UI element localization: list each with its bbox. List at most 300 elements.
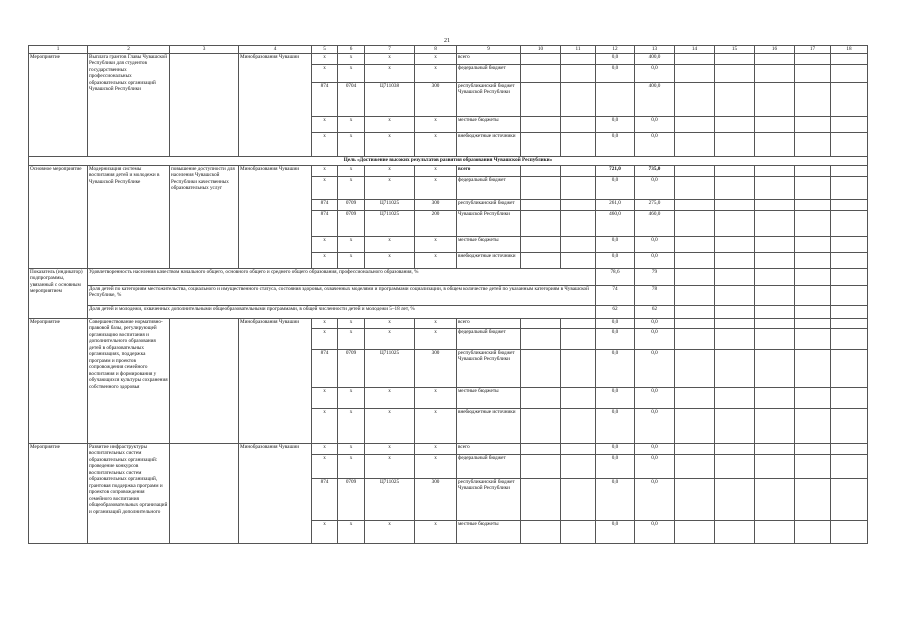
empty-cell (561, 165, 596, 176)
empty-cell (521, 318, 561, 328)
empty-cell (755, 116, 795, 132)
empty-cell (675, 387, 715, 408)
section-code: х (338, 328, 365, 349)
indicator-value-col13: 78 (635, 285, 675, 305)
funding-source: республиканский бюджет (457, 199, 521, 210)
target-code: х (365, 443, 415, 454)
indicator-value-col12: 62 (596, 305, 635, 318)
empty-cell (755, 387, 795, 408)
section-code: х (338, 64, 365, 82)
grbs-code: 874 (312, 199, 338, 210)
empty-cell (561, 199, 596, 210)
empty-cell (755, 165, 795, 176)
empty-cell (715, 349, 755, 387)
empty-cell (561, 349, 596, 387)
empty-cell (831, 328, 868, 349)
value-col12: 0,0 (596, 454, 635, 478)
empty-cell (521, 132, 561, 156)
empty-cell (675, 268, 715, 285)
expense-type-code: х (415, 520, 457, 543)
empty-cell (831, 116, 868, 132)
target-code: Ц711025 (365, 478, 415, 520)
empty-cell (755, 53, 795, 64)
value-col13: 400,0 (635, 53, 675, 64)
target-code: х (365, 64, 415, 82)
expense-type-code: 300 (415, 199, 457, 210)
value-col12: 0,0 (596, 387, 635, 408)
target-code: х (365, 252, 415, 268)
goal-title: Цель «Достижение высоких результатов развития образования Чувашской Республики» (29, 156, 868, 165)
funding-source: республиканский бюджет Чувашской Республики (457, 82, 521, 116)
empty-cell (521, 478, 561, 520)
empty-cell (715, 520, 755, 543)
col-number: 4 (239, 46, 312, 54)
empty-cell (831, 176, 868, 199)
empty-cell (795, 520, 831, 543)
funding-source: всего (457, 318, 521, 328)
indicator-value-col13: 62 (635, 305, 675, 318)
section-code: 0709 (338, 210, 365, 236)
value-col12: 0,0 (596, 116, 635, 132)
executor: Минобразования Чувашии (239, 53, 312, 156)
indicator-value-col12: 74 (596, 285, 635, 305)
empty-cell (831, 520, 868, 543)
empty-cell (831, 349, 868, 387)
empty-cell (831, 387, 868, 408)
col-number: 7 (365, 46, 415, 54)
value-col12: 0,0 (596, 443, 635, 454)
col-number: 5 (312, 46, 338, 54)
empty-cell (715, 285, 755, 305)
funding-source: федеральный бюджет (457, 328, 521, 349)
empty-cell (561, 387, 596, 408)
value-col13: 0,0 (635, 176, 675, 199)
funding-source: федеральный бюджет (457, 454, 521, 478)
empty-cell (715, 199, 755, 210)
funding-source: всего (457, 53, 521, 64)
empty-cell (795, 210, 831, 236)
target-code: х (365, 454, 415, 478)
target-code: х (365, 165, 415, 176)
col-number: 13 (635, 46, 675, 54)
empty-cell (715, 318, 755, 328)
expense-type-code: 300 (415, 349, 457, 387)
funding-source: местные бюджеты (457, 116, 521, 132)
empty-cell (521, 53, 561, 64)
empty-cell (521, 199, 561, 210)
empty-cell (831, 236, 868, 252)
empty-cell (715, 165, 755, 176)
expense-type-code: 300 (415, 82, 457, 116)
empty-cell (795, 116, 831, 132)
empty-cell (561, 252, 596, 268)
grbs-code: х (312, 176, 338, 199)
empty-cell (561, 520, 596, 543)
empty-cell (831, 305, 868, 318)
empty-cell (831, 318, 868, 328)
grbs-code: х (312, 252, 338, 268)
value-col13: 735,0 (635, 165, 675, 176)
value-col13: 0,0 (635, 252, 675, 268)
grbs-code: х (312, 408, 338, 443)
empty-cell (675, 64, 715, 82)
expense-type-code: х (415, 318, 457, 328)
expected-result: повышение доступности для населения Чувашской Республики качественных образовательных услуг (170, 165, 239, 268)
value-col12: 0,0 (596, 408, 635, 443)
grbs-code: х (312, 116, 338, 132)
empty-cell (795, 252, 831, 268)
expense-type-code: 200 (415, 210, 457, 236)
section-code: 0709 (338, 349, 365, 387)
goal-row (29, 156, 868, 165)
expense-type-code: х (415, 165, 457, 176)
funding-source: всего (457, 165, 521, 176)
empty-cell (521, 328, 561, 349)
funding-source: федеральный бюджет (457, 176, 521, 199)
table-row (29, 53, 868, 64)
value-col13: 0,0 (635, 318, 675, 328)
section-code: х (338, 443, 365, 454)
empty-cell (521, 165, 561, 176)
empty-cell (521, 116, 561, 132)
indicator-label: Показатель (индикатор) подпрограммы, увязанный с основным мероприятием (29, 268, 88, 318)
grbs-code: х (312, 328, 338, 349)
event-type: Мероприятие (29, 443, 88, 543)
section-code: х (338, 387, 365, 408)
empty-cell (675, 165, 715, 176)
empty-cell (795, 268, 831, 285)
empty-cell (715, 236, 755, 252)
empty-cell (675, 236, 715, 252)
value-col13: 0,0 (635, 116, 675, 132)
empty-cell (521, 82, 561, 116)
empty-cell (675, 443, 715, 454)
target-code: х (365, 328, 415, 349)
funding-source: Чувашской Республики (457, 210, 521, 236)
col-number: 17 (795, 46, 831, 54)
empty-cell (755, 252, 795, 268)
empty-cell (795, 349, 831, 387)
col-number: 10 (521, 46, 561, 54)
expense-type-code: х (415, 176, 457, 199)
value-col13: 275,0 (635, 199, 675, 210)
expense-type-code: х (415, 443, 457, 454)
empty-cell (715, 82, 755, 116)
target-code: х (365, 236, 415, 252)
value-col12 (596, 82, 635, 116)
indicator-text: Доля детей и молодежи, охваченных дополнительными общеобразовательными программами, в общей численности детей и молодежи 5–18 лет, % (88, 305, 596, 318)
empty-cell (831, 165, 868, 176)
empty-cell (715, 454, 755, 478)
empty-cell (561, 132, 596, 156)
value-col12: 0,0 (596, 252, 635, 268)
empty-cell (795, 64, 831, 82)
indicator-text: Доля детей по категориям местожительства, социального и имущественного статуса, состояния здоровья, охваченных моделями и программами социализации, в общем количестве детей по указанным категориям в Чувашской Республике, % (88, 285, 596, 305)
empty-cell (795, 305, 831, 318)
funding-source: местные бюджеты (457, 520, 521, 543)
value-col13: 0,0 (635, 328, 675, 349)
empty-cell (561, 443, 596, 454)
empty-cell (831, 132, 868, 156)
empty-cell (715, 252, 755, 268)
col-number: 14 (675, 46, 715, 54)
value-col12: 0,0 (596, 236, 635, 252)
section-code: 0709 (338, 478, 365, 520)
empty-cell (561, 64, 596, 82)
indicator-row (29, 268, 868, 285)
empty-cell (675, 53, 715, 64)
value-col13: 0,0 (635, 132, 675, 156)
indicator-text: Удовлетворенность населения качеством начального общего, основного общего и среднего общего образования, профессионального образования, % (88, 268, 596, 285)
empty-cell (831, 252, 868, 268)
empty-cell (521, 236, 561, 252)
empty-cell (795, 328, 831, 349)
empty-cell (675, 132, 715, 156)
funding-source: местные бюджеты (457, 387, 521, 408)
empty-cell (795, 176, 831, 199)
empty-cell (795, 443, 831, 454)
empty-cell (715, 478, 755, 520)
empty-cell (561, 318, 596, 328)
empty-cell (715, 176, 755, 199)
event-name: Совершенствование нормативно-правовой базы, регулирующей организацию воспитания и дополнительного образования детей в образовательных организациях, поддержка программ и проектов сопровождения семейного воспитания и формирования у обучающихся культуры сохранения собственного здоровья (88, 318, 170, 443)
section-code: х (338, 53, 365, 64)
empty-cell (755, 176, 795, 199)
value-col13: 0,0 (635, 349, 675, 387)
executor: Минобразования Чувашии (239, 443, 312, 543)
value-col12: 0,0 (596, 328, 635, 349)
empty-cell (521, 64, 561, 82)
empty-cell (561, 236, 596, 252)
value-col13: 400,0 (635, 82, 675, 116)
empty-cell (521, 349, 561, 387)
col-number: 2 (88, 46, 170, 54)
section-code: х (338, 520, 365, 543)
col-number: 16 (755, 46, 795, 54)
value-col12: 460,0 (596, 210, 635, 236)
empty-cell (675, 328, 715, 349)
value-col13: 460,0 (635, 210, 675, 236)
empty-cell (521, 520, 561, 543)
empty-cell (521, 210, 561, 236)
empty-cell (795, 285, 831, 305)
grbs-code: 874 (312, 210, 338, 236)
empty-cell (675, 116, 715, 132)
funding-source: всего (457, 443, 521, 454)
section-code: 0709 (338, 199, 365, 210)
section-code: х (338, 236, 365, 252)
empty-cell (715, 387, 755, 408)
expense-type-code: х (415, 387, 457, 408)
empty-cell (831, 64, 868, 82)
empty-cell (561, 53, 596, 64)
target-code: х (365, 387, 415, 408)
empty-cell (755, 82, 795, 116)
empty-cell (675, 82, 715, 116)
empty-cell (755, 268, 795, 285)
empty-cell (675, 305, 715, 318)
funding-source: республиканский бюджет Чувашской Республики (457, 349, 521, 387)
empty-cell (521, 454, 561, 478)
empty-cell (795, 165, 831, 176)
empty-cell (831, 454, 868, 478)
grbs-code: х (312, 165, 338, 176)
event-name: Развитие инфраструктуры воспитательных систем образовательных организаций: проведение конкурсов воспитательных систем образовательных организаций, грантовая поддержка программ и проектов сопровождения семейного воспитания общеобразовательных организаций и организаций дополнительного (88, 443, 170, 543)
budget-table (28, 45, 868, 544)
section-code: х (338, 116, 365, 132)
expense-type-code: х (415, 64, 457, 82)
empty-cell (795, 408, 831, 443)
grbs-code: х (312, 520, 338, 543)
table-row (29, 318, 868, 328)
empty-cell (831, 408, 868, 443)
empty-cell (675, 454, 715, 478)
expense-type-code: 300 (415, 478, 457, 520)
empty-cell (795, 387, 831, 408)
empty-cell (675, 176, 715, 199)
empty-cell (521, 408, 561, 443)
value-col12: 0,0 (596, 176, 635, 199)
empty-cell (755, 318, 795, 328)
section-code: 0704 (338, 82, 365, 116)
empty-cell (795, 236, 831, 252)
value-col13: 0,0 (635, 387, 675, 408)
funding-source: местные бюджеты (457, 236, 521, 252)
value-col12: 0,0 (596, 53, 635, 64)
empty-cell (675, 285, 715, 305)
empty-cell (675, 199, 715, 210)
empty-cell (715, 53, 755, 64)
empty-cell (795, 454, 831, 478)
expense-type-code: х (415, 454, 457, 478)
page-number: 21 (444, 38, 450, 44)
empty-cell (755, 478, 795, 520)
empty-cell (675, 408, 715, 443)
empty-cell (755, 64, 795, 82)
empty-cell (561, 210, 596, 236)
empty-cell (755, 132, 795, 156)
empty-cell (755, 328, 795, 349)
target-code: х (365, 408, 415, 443)
value-col12: 0,0 (596, 349, 635, 387)
value-col13: 0,0 (635, 478, 675, 520)
target-code: х (365, 132, 415, 156)
expense-type-code: х (415, 408, 457, 443)
empty-cell (795, 82, 831, 116)
indicator-value-col12: 78,6 (596, 268, 635, 285)
grbs-code: 874 (312, 478, 338, 520)
grbs-code: х (312, 236, 338, 252)
grbs-code: х (312, 454, 338, 478)
empty-cell (675, 318, 715, 328)
empty-cell (561, 176, 596, 199)
table-row (29, 165, 868, 176)
empty-cell (521, 176, 561, 199)
empty-cell (715, 64, 755, 82)
target-code: Ц711025 (365, 210, 415, 236)
empty-cell (755, 408, 795, 443)
target-code: Ц711025 (365, 199, 415, 210)
empty-cell (755, 285, 795, 305)
col-number: 3 (170, 46, 239, 54)
col-number: 11 (561, 46, 596, 54)
empty-cell (675, 210, 715, 236)
grbs-code: х (312, 387, 338, 408)
value-col13: 0,0 (635, 443, 675, 454)
empty-cell (561, 82, 596, 116)
empty-cell (755, 443, 795, 454)
target-code: х (365, 520, 415, 543)
expense-type-code: х (415, 328, 457, 349)
value-col12: 261,0 (596, 199, 635, 210)
target-code: Ц711038 (365, 82, 415, 116)
section-code: х (338, 318, 365, 328)
empty-cell (561, 328, 596, 349)
section-code: х (338, 454, 365, 478)
value-col13: 0,0 (635, 236, 675, 252)
funding-source: внебюджетные источники (457, 408, 521, 443)
value-col12: 721,0 (596, 165, 635, 176)
expected-result (170, 443, 239, 543)
executor: Минобразования Чувашии (239, 165, 312, 268)
col-number: 15 (715, 46, 755, 54)
value-col12: 0,0 (596, 520, 635, 543)
empty-cell (755, 349, 795, 387)
target-code: х (365, 318, 415, 328)
col-number: 18 (831, 46, 868, 54)
empty-cell (755, 454, 795, 478)
funding-source: внебюджетные источники (457, 252, 521, 268)
empty-cell (715, 443, 755, 454)
expected-result (170, 318, 239, 443)
grbs-code: х (312, 64, 338, 82)
value-col12: 0,0 (596, 64, 635, 82)
section-code: х (338, 252, 365, 268)
target-code: х (365, 116, 415, 132)
value-col13: 0,0 (635, 408, 675, 443)
value-col12: 0,0 (596, 478, 635, 520)
empty-cell (755, 236, 795, 252)
expense-type-code: х (415, 53, 457, 64)
empty-cell (561, 116, 596, 132)
funding-source: республиканский бюджет Чувашской Республики (457, 478, 521, 520)
executor: Минобразования Чувашии (239, 318, 312, 443)
empty-cell (795, 53, 831, 64)
expected-result (170, 53, 239, 156)
empty-cell (795, 318, 831, 328)
empty-cell (561, 454, 596, 478)
event-name: Модернизация системы воспитания детей и молодежи в Чувашской Республике (88, 165, 170, 268)
empty-cell (831, 199, 868, 210)
funding-source: внебюджетные источники (457, 132, 521, 156)
table-row (29, 443, 868, 454)
col-number: 1 (29, 46, 88, 54)
section-code: х (338, 176, 365, 199)
event-type: Мероприятие (29, 318, 88, 443)
empty-cell (521, 387, 561, 408)
empty-cell (831, 478, 868, 520)
section-code: х (338, 165, 365, 176)
empty-cell (521, 443, 561, 454)
grbs-code: х (312, 443, 338, 454)
empty-cell (675, 478, 715, 520)
value-col13: 0,0 (635, 454, 675, 478)
value-col13: 0,0 (635, 520, 675, 543)
column-number-row (29, 46, 868, 54)
empty-cell (715, 408, 755, 443)
empty-cell (675, 349, 715, 387)
event-name: Выплата грантов Главы Чувашской Республики для студентов государственных профессиональных образовательных организаций Чувашской Республики (88, 53, 170, 156)
